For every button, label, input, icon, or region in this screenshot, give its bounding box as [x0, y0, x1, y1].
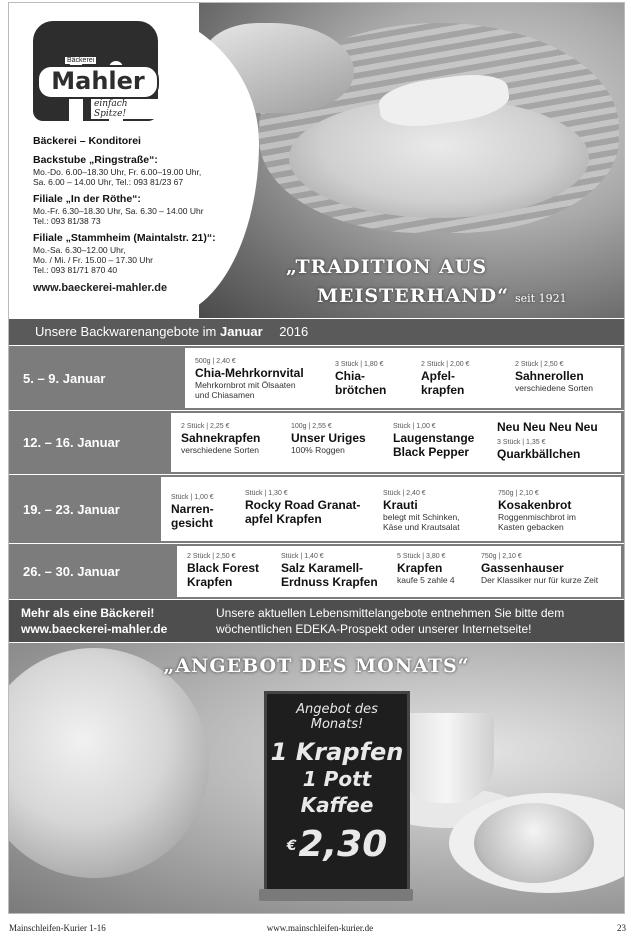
offer-price: Stück | 1,40 € [281, 553, 324, 560]
offer-name: Apfel- [421, 369, 455, 383]
offer-name: Chia-Mehrkornvital [195, 366, 304, 380]
banner-slogan: Mehr als eine Bäckerei! [21, 606, 155, 620]
offer-description: 100% Roggen [291, 445, 345, 455]
sign-price-line [267, 822, 407, 869]
bakery-logo [33, 21, 158, 121]
offer-name: Narren- [171, 502, 214, 516]
offer-name: Krapfen [397, 561, 443, 575]
banner-text-line: wöchentlichen EDEKA-Prospekt oder unserer Internetseite! [216, 622, 532, 636]
offer-price: Stück | 1,30 € [245, 490, 288, 497]
offer-description: und Chiasamen [195, 390, 255, 400]
offer-description: kaufe 5 zahle 4 [397, 575, 455, 585]
offer-name: Quarkbällchen [497, 447, 581, 461]
offer-name: gesicht [171, 516, 214, 530]
offer-item [187, 552, 259, 603]
address-block [33, 135, 238, 293]
tradition-line-2: MEISTERHAND“ [317, 285, 509, 307]
offer-item [497, 420, 598, 479]
footer-website[interactable]: www.mainschleifen-kurier.de [266, 923, 374, 933]
offer-description: verschiedene Sorten [515, 383, 593, 393]
banner-right [216, 605, 564, 637]
footer-publication: Mainschleifen-Kurier 1-16 [9, 923, 106, 933]
page-footer [0, 918, 640, 938]
offer-price: 750g | 2,10 € [481, 553, 522, 560]
tradition-line-1: „TRADITION AUS [286, 256, 488, 278]
offer-name: Laugenstange [393, 431, 475, 445]
offer-name: Erdnuss Krapfen [281, 575, 378, 589]
offer-name: Gassenhauser [481, 561, 564, 575]
week-offers-panel [185, 348, 621, 408]
offer-price: 2 Stück | 2,50 € [515, 361, 564, 368]
logo-small-text: Bäckerei [67, 57, 95, 64]
offer-name: brötchen [335, 383, 387, 397]
section-line: Sa. 6.00 – 14.00 Uhr, Tel.: 093 81/23 67 [33, 177, 184, 187]
offer-name: Krapfen [187, 575, 233, 589]
week-row [9, 411, 624, 474]
offer-name: Sahnekrapfen [181, 431, 261, 445]
banner-left [21, 605, 167, 637]
offer-description: Roggenmischbrot im [498, 512, 576, 522]
offer-name: Salz Karamell- [281, 561, 364, 575]
offer-description: Mehrkornbrot mit Ölsaaten [195, 380, 296, 390]
offer-item [481, 552, 598, 603]
offer-name: Black Forest [187, 561, 260, 575]
logo-name: Mahler [37, 65, 159, 99]
offer-name: Sahnerollen [515, 369, 584, 383]
week-date: 19. – 23. Januar [23, 501, 120, 517]
section-line: Mo.-Sa. 6.30–12.00 Uhr, [33, 245, 126, 255]
banner-text-line: Unsere aktuellen Lebensmittelangebote entnehmen Sie bitte dem [216, 606, 565, 620]
offers-header [9, 319, 624, 345]
offer-name: krapfen [421, 383, 465, 397]
offer-description: Käse und Krautsalat [383, 522, 460, 532]
offer-item [291, 422, 366, 481]
offer-description: verschiedene Sorten [181, 445, 259, 455]
sign-line: 1 Krapfen [270, 738, 404, 766]
section-line: Mo. / Mi. / Fr. 15.00 – 17.30 Uhr [33, 255, 153, 265]
offer-price: Stück | 1,00 € [393, 423, 436, 430]
offer-price: 750g | 2,10 € [498, 490, 539, 497]
section-heading: Filiale „In der Röthe“: [33, 193, 141, 205]
offer-item [397, 552, 455, 603]
offer-price: 5 Stück | 3,80 € [397, 553, 446, 560]
website-link[interactable]: www.baeckerei-mahler.de [33, 282, 168, 294]
small-krapfen-shape [474, 803, 594, 883]
offer-item [195, 357, 304, 417]
section-line: Tel.: 093 81/38 73 [33, 216, 101, 226]
week-date: 26. – 30. Januar [23, 564, 120, 579]
offer-price: Stück | 1,00 € [171, 494, 214, 501]
since-year: seit 1921 [515, 292, 567, 305]
section-line: Mo.-Fr. 6.30–18.30 Uhr, Sa. 6.30 – 14.00 Uhr [33, 206, 204, 216]
week-offers-panel [171, 413, 621, 472]
offer-name: Kosakenbrot [498, 498, 572, 512]
chalkboard-sign [264, 691, 410, 897]
sign-line: 1 Pott Kaffee [300, 767, 374, 817]
header-month: Januar [220, 324, 263, 339]
header-prefix: Unsere Backwarenangebote im [35, 324, 220, 339]
offer-description: belegt mit Schinken, [383, 512, 460, 522]
address-section-stammheim [33, 232, 238, 275]
week-row [9, 475, 624, 543]
offer-price: 100g | 2,55 € [291, 423, 332, 430]
offer-item [281, 552, 378, 603]
offer-item [393, 422, 474, 481]
new-badge: Neu Neu Neu Neu [497, 420, 598, 434]
header-year: 2016 [275, 324, 309, 339]
offer-price: 500g | 2,40 € [195, 358, 236, 365]
offer-name: Unser Uriges [291, 431, 366, 445]
address-title: Bäckerei – Konditorei [33, 135, 141, 147]
week-offers-panel [161, 477, 621, 541]
section-line: Mo.-Do. 6.00–18.30 Uhr, Fr. 6.00–19.00 Uhr, [33, 167, 202, 177]
week-row [9, 544, 624, 599]
section-line: Tel.: 093 81/71 870 40 [33, 265, 118, 275]
offer-price: 2 Stück | 2,00 € [421, 361, 470, 368]
logo-slogan: einfach Spitze! [91, 99, 158, 119]
sign-price: 2,30 [298, 824, 388, 865]
address-section-roethe [33, 193, 238, 226]
coffee-cup-shape [399, 713, 494, 803]
week-row [9, 346, 624, 410]
offer-of-month-title: „ANGEBOT DES MONATS“ [163, 655, 470, 677]
footer-page-number: 23 [617, 923, 626, 933]
offer-name: Rocky Road Granat- [245, 498, 361, 512]
section-heading: Backstube „Ringstraße“: [33, 154, 158, 166]
sign-line: Monats! [310, 717, 364, 732]
tradition-slogan [274, 253, 604, 313]
offer-name: Chia- [335, 369, 365, 383]
sign-stand [259, 889, 413, 901]
offer-name: apfel Krapfen [245, 512, 322, 526]
sign-line: Angebot des [296, 702, 378, 717]
week-date: 5. – 9. Januar [23, 370, 106, 386]
offer-description: Kasten gebacken [498, 522, 564, 532]
offer-item [181, 422, 260, 481]
offer-price: 2 Stück | 2,50 € [187, 553, 236, 560]
offer-price: 3 Stück | 1,35 € [497, 439, 546, 446]
section-heading: Filiale „Stammheim (Maintalstr. 21)“: [33, 232, 216, 244]
offer-name: Black Pepper [393, 445, 470, 459]
offer-description: Der Klassiker nur für kurze Zeit [481, 575, 599, 585]
euro-sign: € [286, 838, 297, 854]
info-banner [9, 600, 624, 642]
week-date: 12. – 16. Januar [23, 435, 120, 450]
advertisement-page [9, 3, 624, 913]
offer-name: Krauti [383, 498, 418, 512]
offer-price: 2 Stück | 2,25 € [181, 423, 230, 430]
offer-price: Stück | 2,40 € [383, 490, 426, 497]
offers-header-text [9, 324, 308, 339]
offer-price: 3 Stück | 1,80 € [335, 361, 384, 368]
week-offers-panel [177, 546, 621, 597]
krapfen-shape [9, 648, 209, 878]
banner-website-link[interactable]: www.baeckerei-mahler.de [21, 622, 168, 636]
address-section-ringstrasse [33, 154, 238, 187]
